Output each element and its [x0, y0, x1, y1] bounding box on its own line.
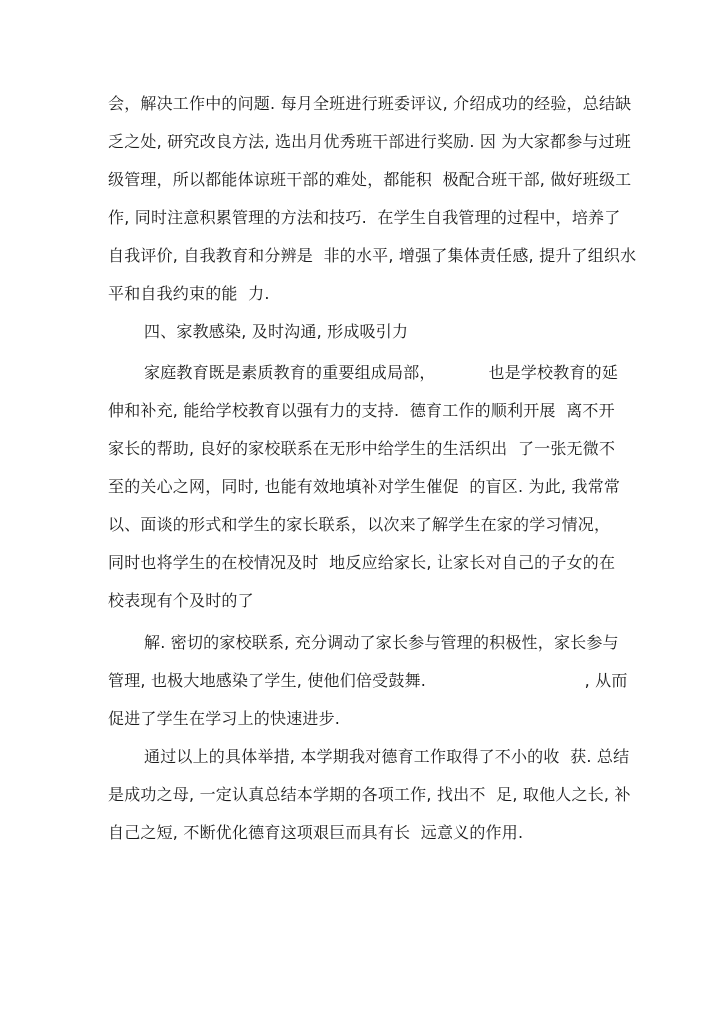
text-line: 级管理，所以都能体谅班干部的难处，都能积 极配合班干部, 做好班级工	[108, 170, 632, 189]
text-line: 促进了学生在学习上的快速进步.	[108, 709, 341, 728]
text-line: 自我评价, 自我教育和分辨是 非的水平, 增强了集体责任感, 提升了组织水	[108, 246, 637, 265]
text-line: 自己之短, 不断优化德育这项艰巨而具有长 远意义的作用.	[108, 823, 524, 842]
text-line: 家庭教育既是素质教育的重要组成局部， 也是学校教育的延	[144, 363, 619, 382]
text-line: 同时也将学生的在校情况及时 地反应给家长, 让家长对自己的子女的在	[108, 553, 616, 572]
text-line: 会，解决工作中的问题. 每月全班进行班委评议, 介绍成功的经验，总结缺	[108, 94, 632, 113]
text-line: 是成功之母, 一定认真总结本学期的各项工作, 找出不 足, 取他人之长, 补	[108, 785, 631, 804]
text-line: 伸和补充, 能给学校教育以强有力的支持. 德育工作的顺利开展 离不开	[108, 401, 615, 420]
text-line: 家长的帮助, 良好的家校联系在无形中给学生的生活织出 了一张无微不	[108, 439, 616, 458]
text-line: 至的关心之网，同时, 也能有效地填补对学生催促 的盲区. 为此, 我常常	[108, 477, 621, 496]
text-line: 通过以上的具体举措, 本学期我对德育工作取得了不小的收 获. 总结	[144, 747, 630, 766]
text-line: 解. 密切的家校联系, 充分调动了家长参与管理的积极性，家长参与	[144, 633, 619, 652]
section-heading: 四、家教感染, 及时沟通, 形成吸引力	[144, 322, 409, 341]
text-line: 校表现有个及时的了	[108, 591, 254, 610]
text-line: 乏之处, 研究改良方法, 选出月优秀班干部进行奖励. 因 为大家都参与过班	[108, 132, 632, 151]
text-line: 管理, 也极大地感染了学生, 使他们倍受鼓舞. , 从而	[108, 671, 628, 690]
text-line: 以、面谈的形式和学生的家长联系，以次来了解学生在家的学习情况，	[108, 515, 611, 534]
text-line: 作, 同时注意积累管理的方法和技巧. 在学生自我管理的过程中，培养了	[108, 208, 621, 227]
text-line: 平和自我约束的能 力.	[108, 284, 270, 303]
